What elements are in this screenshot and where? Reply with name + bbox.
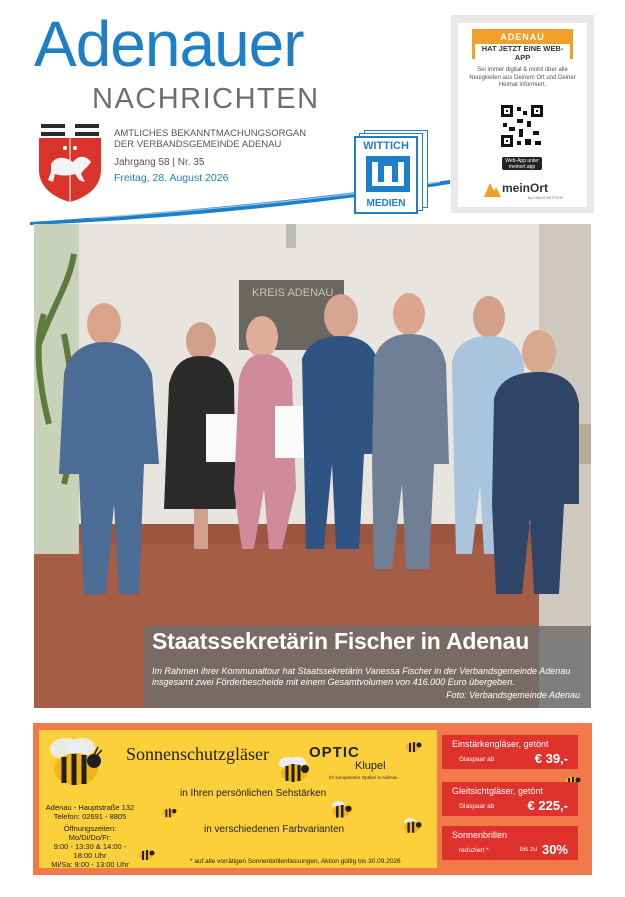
official-organ-text: [114, 128, 306, 150]
price-label: Sonnenbrillen: [452, 830, 508, 840]
ad-line-1: in Ihren persönlichen Sehstärken: [180, 788, 327, 799]
bee-small-icon: [403, 738, 423, 754]
wall-plaque-text: KREIS ADENAU: [252, 287, 334, 299]
price-sub: Glaspaar ab: [459, 803, 495, 810]
wittich-medien-logo: [354, 130, 428, 214]
ad-line-2: in verschiedenen Farbvarianten: [204, 824, 345, 835]
masthead-title: Adenauer: [34, 8, 304, 80]
optic-brand-bottom: Klupel: [355, 760, 386, 772]
hours-line-1: Mo/Di/Do/Fr:: [68, 833, 112, 842]
wittich-w-icon: [366, 156, 410, 192]
ad-footnote: * auf alle vorrätigen Sonnenbrillenfassungen, Aktion gültig bis 30.09.2026: [190, 858, 401, 865]
promo-tag-sub: HAT JETZT EINE WEB-APP: [475, 44, 570, 62]
official-line-1: AMTLICHES BEKANNTMACHUNGSORGAN: [114, 128, 307, 139]
price-box-sunglasses: [442, 826, 578, 860]
masthead-subtitle: NACHRICHTEN: [92, 83, 320, 115]
hours-line-3: 18:00 Uhr: [73, 851, 107, 860]
optic-klupel-logo: [309, 744, 405, 784]
price-value: 30%: [541, 842, 568, 857]
bee-large-icon: [46, 735, 106, 791]
store-address: Adenau - Hauptstraße 132: [45, 803, 135, 812]
article-headline[interactable]: Staatssekretärin Fischer in Adenau: [152, 628, 530, 654]
article-caption: Im Rahmen ihrer Kommunaltour hat Staatssekretärin Vanessa Fischer in der Verbandsgemeinde Adenau insgesamt zwei Förderbescheide mit einem Gesamtvolumen von 416.000 Euro übergeben.: [152, 666, 571, 687]
issue-number: Jahrgang 58 | Nr. 35: [114, 157, 205, 168]
price-sub: reduziert *: [459, 847, 489, 854]
optic-brand-top: OPTIC: [309, 744, 360, 761]
ad-title: Sonnenschutzgläser: [126, 744, 269, 764]
promo-text: Sei immer digital & mobil über alle Neuigkeiten aus Deinem Ort und Deiner Heimat informiert.: [469, 67, 576, 88]
official-line-2: DER VERBANDSGEMEINDE ADENAU: [114, 139, 282, 150]
logo-name-bottom: MEDIEN: [366, 198, 406, 209]
promo-brand: meinOrt: [502, 181, 549, 195]
bee-icon: [400, 817, 424, 835]
hours-label: Öffnungszeiten:: [63, 824, 117, 833]
promo-brand-by: by LINUS WITTICH: [528, 195, 563, 200]
price-sub: Glaspaar ab: [459, 756, 495, 763]
webapp-promo[interactable]: [451, 15, 594, 213]
price-box-single-vision: [442, 735, 578, 769]
promo-card: [458, 23, 587, 207]
logo-name-top: WITTICH: [363, 140, 409, 152]
meinort-logo-icon: [482, 179, 502, 199]
price-mid: bis zu: [520, 846, 537, 853]
store-phone: Telefon: 02691 - 8805: [53, 812, 127, 821]
bee-small-icon: [160, 805, 178, 819]
photo-credit: Foto: Verbandsgemeinde Adenau: [446, 690, 580, 700]
issue-date: Freitag, 28. August 2026: [114, 172, 229, 184]
hours-line-4: Mi/Sa: 9:00 - 13:00 Uhr: [51, 860, 129, 869]
price-label: Gleitsichtgläser, getönt: [452, 786, 544, 796]
price-label: Einstärkengläser, getönt: [452, 739, 549, 749]
promo-tag-title: ADENAU: [500, 32, 545, 42]
webapp-button[interactable]: Web-App unter meinort.app: [502, 157, 542, 170]
price-box-progressive: [442, 782, 578, 816]
optic-tagline: Ihr kompetenter Optiker in Adenau: [329, 775, 398, 780]
promo-tag: [472, 29, 573, 62]
logo-card: [354, 136, 418, 214]
price-value: € 225,-: [527, 798, 568, 813]
price-value: € 39,-: [534, 751, 568, 766]
bee-icon: [328, 800, 354, 820]
store-address-block: [40, 803, 140, 869]
hours-line-2: 9:00 - 13:30 & 14:00 -: [53, 842, 127, 851]
qr-code-icon[interactable]: [499, 103, 545, 149]
bee-icon: [276, 755, 312, 785]
